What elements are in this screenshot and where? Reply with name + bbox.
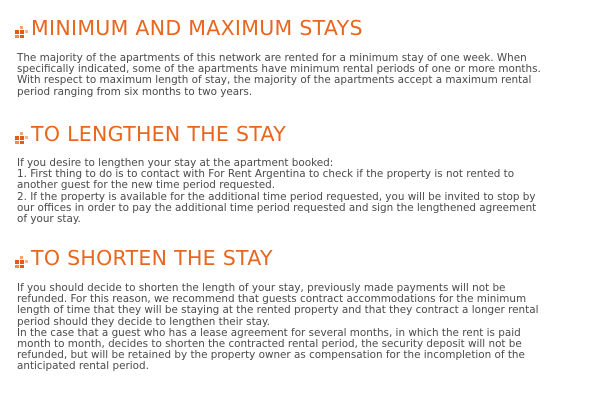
section-title: TO LENGTHEN THE STAY xyxy=(31,122,287,146)
body-line: anticipated rental period. xyxy=(17,360,149,373)
body-line: With respect to maximum length of stay, the majority of the apartments accept a maximum rental xyxy=(17,74,532,87)
body-line: our offices in order to pay the additional time period requested and sign the lengthened agreement xyxy=(17,201,537,214)
body-line: The majority of the apartments of this network are rented for a minimum stay of one week. When xyxy=(17,52,527,64)
body-line: refunded. For this reason, we recommend that guests contract accommodations for the minimum xyxy=(17,293,527,306)
section-title: TO SHORTEN THE STAY xyxy=(31,246,273,270)
orange-squares-bullet-icon xyxy=(15,132,29,144)
section-body xyxy=(17,283,591,373)
section-body xyxy=(17,158,591,225)
section-heading xyxy=(0,244,600,272)
section-heading xyxy=(0,14,600,42)
orange-squares-bullet-icon xyxy=(15,256,29,268)
section-lengthen-stay xyxy=(0,120,600,226)
section-body xyxy=(17,53,591,98)
section-minimum-maximum-stays xyxy=(0,14,600,98)
section-shorten-stay xyxy=(0,244,600,373)
body-line: In the case that a guest who has a lease agreement for several months, in which the rent is paid xyxy=(17,326,521,339)
section-title: MINIMUM AND MAXIMUM STAYS xyxy=(31,16,363,40)
orange-squares-bullet-icon xyxy=(15,26,29,38)
body-line: 2. If the property is available for the additional time period requested, you will be invited to stop by xyxy=(17,190,536,203)
body-line: 1. First thing to do is to contact with For Rent Argentina to check if the property is not rented to xyxy=(17,168,515,181)
body-line: month to month, decides to shorten the contracted rental period, the security deposit will not be xyxy=(17,338,522,351)
body-line: refunded, but will be retained by the property owner as compensation for the incompletion of the xyxy=(17,349,525,362)
body-line: period should they decide to lengthen their stay. xyxy=(17,315,270,328)
body-line: another guest for the new time period requested. xyxy=(17,179,275,192)
section-heading xyxy=(0,120,600,148)
body-line: specifically indicated, some of the apartments have minimum rental periods of one or more months. xyxy=(17,63,541,76)
body-line: If you desire to lengthen your stay at the apartment booked: xyxy=(17,157,334,169)
body-line: of your stay. xyxy=(17,213,81,226)
body-line: period ranging from six months to two years. xyxy=(17,85,253,98)
body-line: length of time that they will be staying at the rented property and that they contract a longer rental xyxy=(17,304,539,317)
body-line: If you should decide to shorten the length of your stay, previously made payments will not be xyxy=(17,282,506,294)
